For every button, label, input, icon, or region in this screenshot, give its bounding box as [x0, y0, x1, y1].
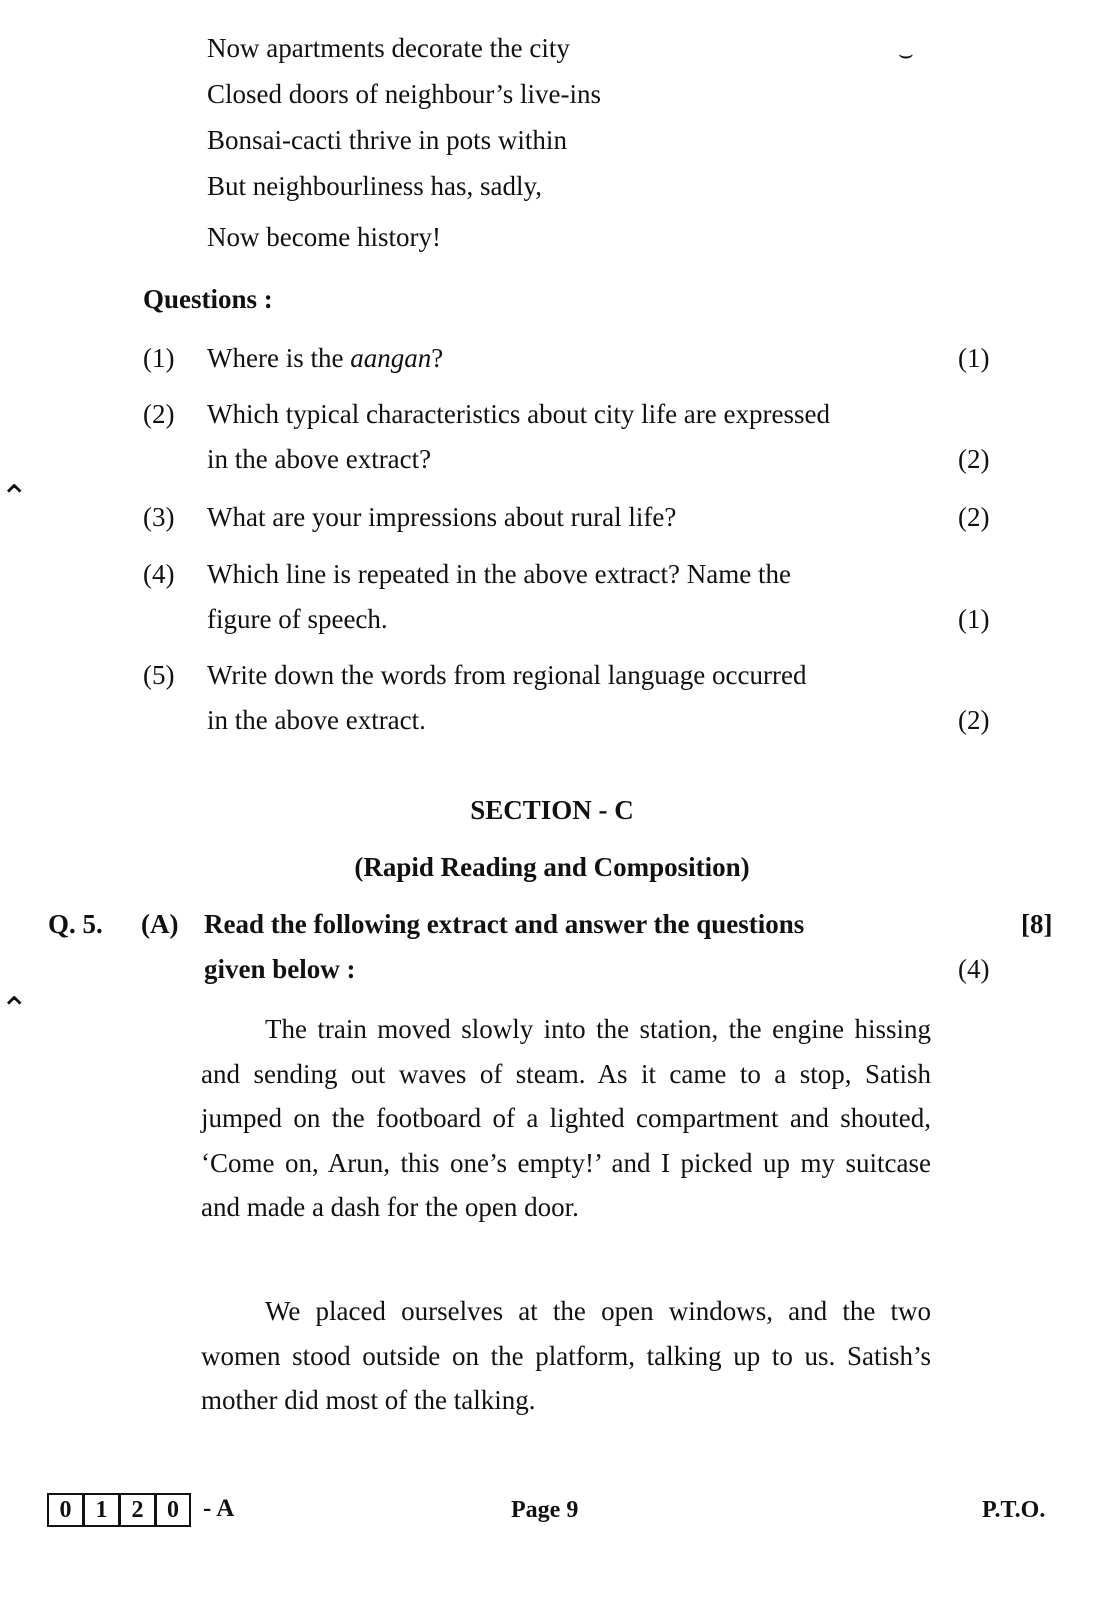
- page-number: Page 9: [511, 1497, 579, 1523]
- paper-code-digit: 0: [47, 1493, 83, 1527]
- paper-code-digit: 1: [83, 1493, 119, 1527]
- paper-code-suffix: - A: [203, 1495, 235, 1522]
- question-4-marks: (1): [958, 604, 990, 634]
- question-4-number: (4): [143, 559, 175, 589]
- question-5-number: (5): [143, 660, 175, 690]
- passage-paragraph-2: We placed ourselves at the open windows, and the two women stood outside on the platform, talking up to us. Satish’s mother did most of the talking.: [201, 1296, 931, 1415]
- questions-heading: Questions :: [143, 284, 273, 314]
- question-3-marks: (2): [958, 502, 990, 532]
- poem-line-5: Now become history!: [207, 222, 441, 252]
- paper-code-box: [47, 1493, 191, 1527]
- passage-paragraph-1: The train moved slowly into the station, the engine hissing and sending out waves of steam. As it came to a stop, Satish jumped on the footboard of a lighted compartment and shouted, ‘Come on, Arun, this one’s empty!’ and I picked up my suitcase and made a dash for the open door.: [201, 1014, 931, 1222]
- section-subtitle: (Rapid Reading and Composition): [354, 852, 750, 882]
- question-2-number: (2): [143, 399, 175, 429]
- question-5-marks: (2): [958, 705, 990, 735]
- q5-part-label: (A): [141, 909, 179, 939]
- margin-tick-icon: ⌃: [0, 992, 29, 1029]
- question-4-line-2: figure of speech.: [207, 604, 388, 634]
- poem-line-2: Closed doors of neighbour’s live-ins: [207, 79, 601, 109]
- question-1-marks: (1): [958, 343, 990, 373]
- question-1-number: (1): [143, 343, 175, 373]
- q5-part-marks: (4): [958, 954, 990, 984]
- q5-total-marks: [8]: [1021, 909, 1053, 939]
- q5-instruction-line-1: Read the following extract and answer the questions: [204, 909, 805, 939]
- question-3-text: What are your impressions about rural life?: [207, 502, 677, 532]
- question-5-line-1: Write down the words from regional language occurred: [207, 660, 807, 690]
- question-1-text: Where is the aangan?: [207, 343, 444, 373]
- pto-label: P.T.O.: [982, 1497, 1046, 1523]
- question-2-line-2: in the above extract?: [207, 444, 432, 474]
- check-mark-icon: ⌣: [898, 42, 914, 68]
- poem-line-3: Bonsai-cacti thrive in pots within: [207, 125, 567, 155]
- paper-code-digit: 2: [119, 1493, 155, 1527]
- poem-line-1: Now apartments decorate the city: [207, 33, 570, 63]
- question-4-line-1: Which line is repeated in the above extract? Name the: [207, 559, 791, 589]
- section-title: SECTION - C: [470, 795, 634, 825]
- question-2-marks: (2): [958, 444, 990, 474]
- margin-tick-icon: ⌃: [0, 480, 29, 517]
- question-2-line-1: Which typical characteristics about city life are expressed: [207, 399, 830, 429]
- question-3-number: (3): [143, 502, 175, 532]
- q5-instruction-line-2: given below :: [204, 954, 356, 984]
- question-5-line-2: in the above extract.: [207, 705, 426, 735]
- q5-label: Q. 5.: [48, 909, 103, 939]
- poem-line-4: But neighbourliness has, sadly,: [207, 171, 542, 201]
- paper-code-digit: 0: [155, 1493, 191, 1527]
